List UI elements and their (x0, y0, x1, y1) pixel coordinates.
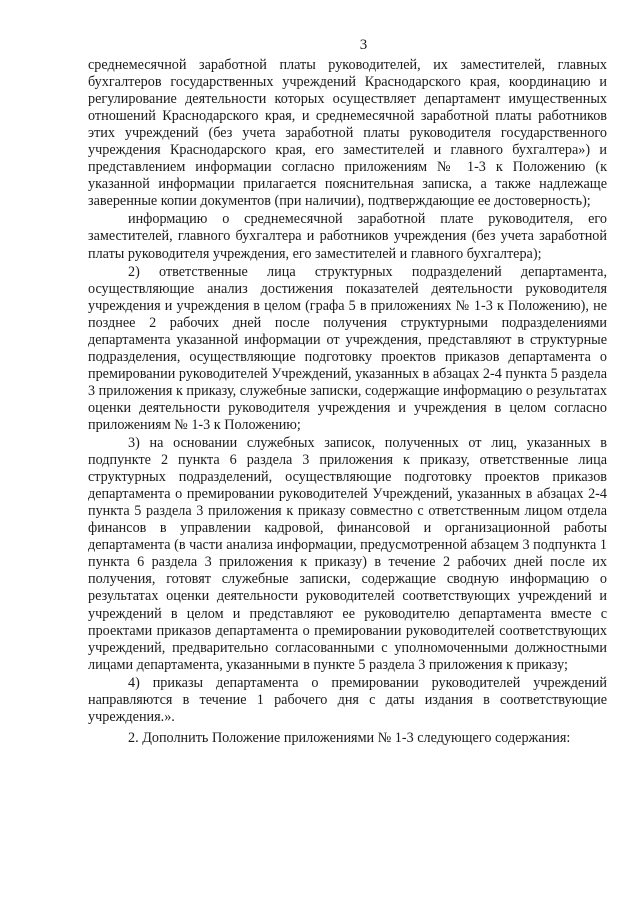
paragraph-item-2: 2) ответственные лица структурных подразделений департамента, осуществляющие анализ достижения показателей деятельности руководителя учреждения и учреждения в целом (графа 5 в приложениях № 1-3 к Положению), не позднее 2 рабочих дней после получения структурными подразделениями департамента указанной информации от учреждения, представляют в структурные подразделения, осуществляющие подготовку проектов приказов департамента о премировании руководителей Учреждений, указанных в абзацах 2-4 пункта 5 раздела 3 приложения к приказу, служебные записки, содержащие информацию о результатах оценки деятельности руководителя учреждения и учреждения в целом согласно приложениям № 1-3 к Положению; (88, 263, 607, 433)
paragraph-item-3: 3) на основании служебных записок, полученных от лиц, указанных в подпункте 2 пункта 6 раздела 3 приложения к приказу, ответственные лица структурных подразделений, осуществляющие подготовку проектов приказов департамента о премировании руководителей Учреждений, указанных в абзацах 2-4 пункта 5 раздела 3 приложения к приказу совместно с ответственным лицом отдела финансов в управлении кадровой, финансовой и организационной работы департамента (в части анализа информации, предусмотренной абзацем 3 подпункта 1 пункта 6 раздела 3 приложения к приказу) в течение 2 рабочих дней после их получения, готовят служебные записки, содержащие сводную информацию о результатах оценки деятельности руководителей соответствующих учреждений и учреждений в целом и представляют ее руководителю департамента вместе с проектами приказов департамента о премировании руководителей соответствующих учреждений, предварительно согласованными с уполномоченными должностными лицами департамента, указанными в пункте 5 раздела 3 приложения к приказу; (88, 435, 607, 673)
paragraph-section-2: 2. Дополнить Положение приложениями № 1-3 следующего содержания: (128, 729, 571, 746)
paragraph-salary-info: информацию о среднемесячной заработной плате руководителя, его заместителей, главного бухгалтера и работников учреждения (без учета заработной платы руководителя учреждения, его заместителей и главного бухгалтера); (88, 211, 607, 262)
paragraph-continuation: среднемесячной заработной платы руководителей, их заместителей, главных бухгалтеров государственных учреждений Краснодарского края, координацию и регулирование деятельности которых осуществляет департамент имущественных отношений Краснодарского края, и среднемесячной заработной платы работников этих учреждений (без учета заработной платы руководителя государственного учреждения Краснодарского края, его заместителей и главного бухгалтера») и представлением информации согласно приложениям № 1-3 к Положению (к указанной информации прилагается пояснительная записка, а также надлежаще заверенные копии документов (при наличии), подтверждающие ее достоверность); (88, 57, 607, 210)
document-body (88, 57, 607, 747)
paragraph-item-4: 4) приказы департамента о премировании руководителей учреждений направляются в течение 1 рабочего дня с даты издания в соответствующие учреждения.». (88, 674, 607, 725)
page-number: 3 (359, 37, 368, 53)
